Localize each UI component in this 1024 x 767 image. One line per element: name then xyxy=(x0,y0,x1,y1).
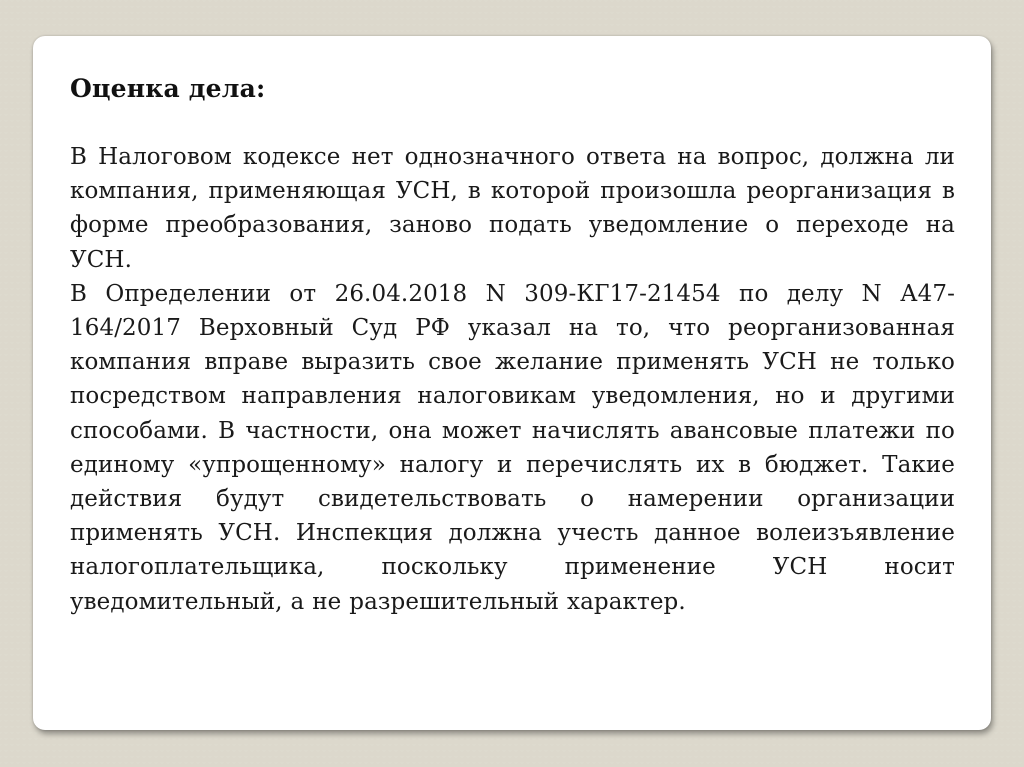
slide-title: Оценка дела: xyxy=(70,74,266,103)
paragraph-2: В Определении от 26.04.2018 N 309-КГ17-21454 по делу N А47-164/2017 Верховный Суд РФ указал на то, что реорганизованная компания вправе выразить свое желание применять УСН не только посредством направления налоговикам уведомления, но и другими способами. В частности, она может начислять авансовые платежи по единому «упрощенному» налогу и перечислять их в бюджет. Такие действия будут свидетельствовать о намерении организации применять УСН. Инспекция должна учесть данное волеизъявление налогоплательщика, поскольку применение УСН носит уведомительный, а не разрешительный характер. xyxy=(70,280,955,615)
paragraph-1: В Налоговом кодексе нет однозначного ответа на вопрос, должна ли компания, применяющая УСН, в которой произошла реорганизация в форме преобразования, заново подать уведомление о переходе на УСН. xyxy=(70,144,955,273)
slide-card xyxy=(33,36,991,730)
